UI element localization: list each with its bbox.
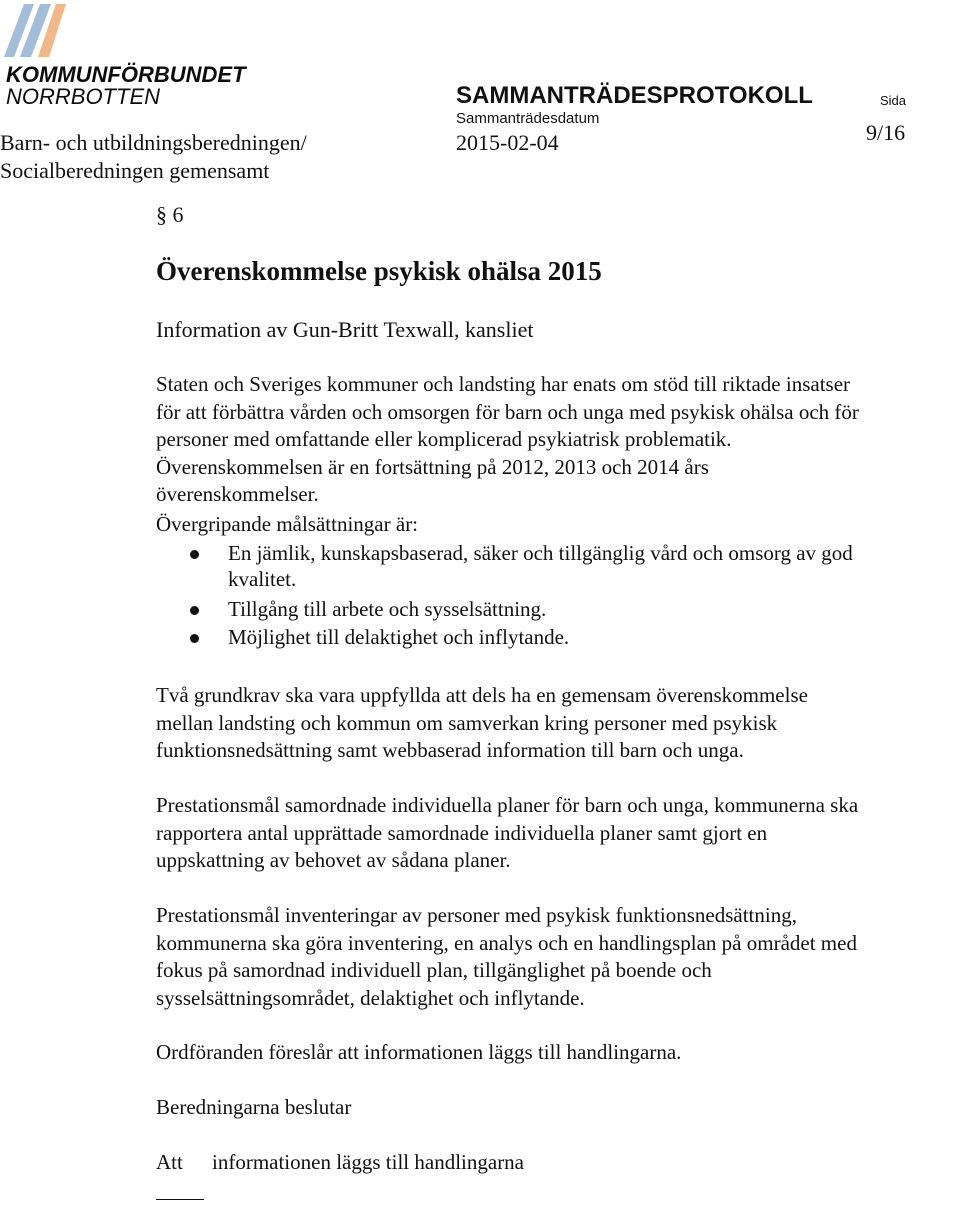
paragraph-line: mellan landsting och kommun om samverkan kring personer med psykisk [156,710,778,735]
goals-intro: Övergripande målsättningar är: [156,512,419,536]
decision-heading: Beredningarna beslutar [156,1095,352,1119]
paragraph-line: fokus på samordnad individuell plan, tillgänglighet på boende och [156,958,712,983]
document-type-title: SAMMANTRÄDESPROTOKOLL [456,82,813,109]
paragraph-line: sysselsättningsområdet, delaktighet och inflytande. [156,985,585,1010]
paragraph-line: kommunerna ska göra inventering, en analys och en handlingsplan på området med [156,930,857,955]
meeting-date-value: 2015-02-04 [456,130,559,155]
committee-name-line1: Barn- och utbildningsberedningen/ [0,130,307,155]
chair-proposal: Ordföranden föreslår att informationen läggs till handlingarna. [156,1040,682,1064]
logo-text-line2: NORRBOTTEN [6,84,160,109]
bullet-text: Tillgång till arbete och sysselsättning. [228,597,547,621]
paragraph-requirements [156,682,960,765]
paragraph-line: Prestationsmål samordnade individuella planer för barn och unga, kommunerna ska [156,793,859,817]
paragraph-background [156,371,960,509]
page-label: Sida [880,93,907,108]
bullet-text: En jämlik, kunskapsbaserad, säker och tillgänglig vård och omsorg av god [228,541,853,565]
decision-text: informationen läggs till handlingarna [212,1150,525,1174]
paragraph-line: för att förbättra vården och omsorgen för barn och unga med psykisk ohälsa och för [156,399,859,424]
paragraph-line: överenskommelser. [156,482,319,507]
paragraph-line: uppskattning av behovet av sådana planer. [156,848,511,873]
organization-logo [4,2,254,110]
paragraph-line: funktionsnedsättning samt webbaserad information till barn och unga. [156,738,744,763]
paragraph-line: personer med omfattande eller komplicerad psykiatrisk problematik. [156,427,732,452]
bullet-icon [190,606,199,615]
section-number: § 6 [156,202,184,227]
bullet-icon [190,550,199,559]
paragraph-individual-plans [156,792,960,875]
signature-line [156,1199,204,1200]
paragraph-line: Prestationsmål inventeringar av personer med psykisk funktionsnedsättning, [156,903,797,927]
information-source: Information av Gun-Britt Texwall, kansliet [156,317,534,342]
meeting-date-label: Sammanträdesdatum [456,110,600,127]
paragraph-line: rapportera antal upprättade samordnade individuella planer samt gjort en [156,820,768,845]
paragraph-line: Överenskommelsen är en fortsättning på 2012, 2013 och 2014 års [156,454,709,479]
logo-text-line1: KOMMUNFÖRBUNDET [6,62,246,87]
paragraph-line: Två grundkrav ska vara uppfyllda att dels ha en gemensam överenskommelse [156,683,808,707]
page-number: 9/16 [866,120,906,145]
bullet-icon [190,634,199,643]
paragraph-inventories [156,902,960,1012]
section-heading: Överenskommelse psykisk ohälsa 2015 [156,256,602,286]
logo-stripes-graphic [4,2,74,64]
bullet-text-continuation: kvalitet. [228,567,297,591]
bullet-text: Möjlighet till delaktighet och inflytande. [228,625,570,649]
decision-att: Att [156,1150,183,1174]
committee-name-line2: Socialberedningen gemensamt [0,158,270,183]
paragraph-line: Staten och Sveriges kommuner och landsting har enats om stöd till riktade insatser [156,372,851,396]
